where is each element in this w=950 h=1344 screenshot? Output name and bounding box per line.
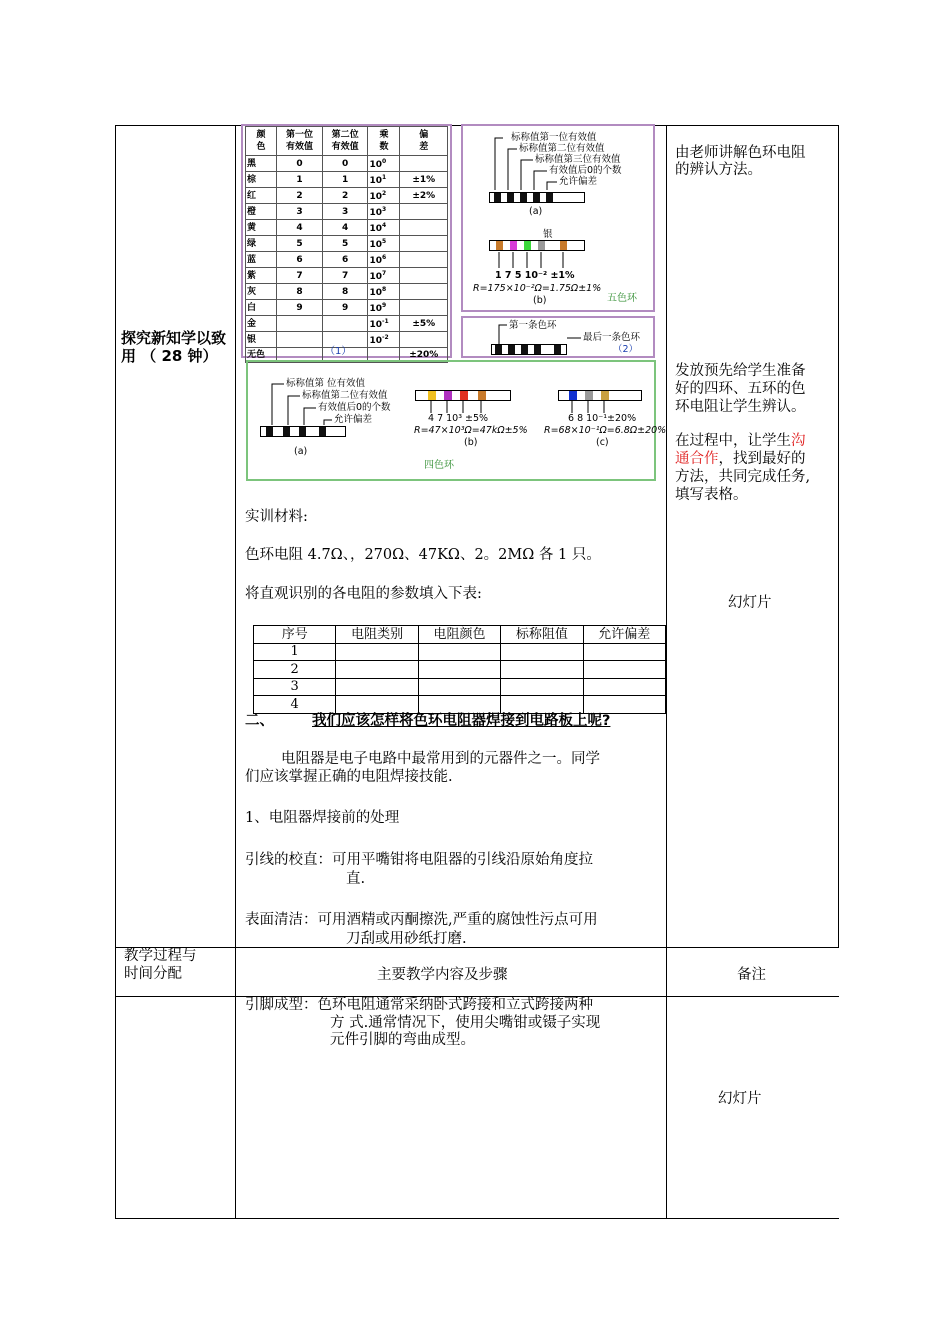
color-table-cell: 2: [322, 188, 368, 204]
section-title: 探究新知学以致 用 （ 28 钟）: [121, 329, 227, 365]
note3-line3: 方法，共同完成任务,: [675, 469, 811, 485]
table-cell[interactable]: [583, 696, 665, 714]
row-index: 4: [254, 696, 336, 714]
table-cell[interactable]: [336, 678, 418, 696]
header-col2: 主要教学内容及步骤: [377, 967, 508, 983]
ring-last-label: 最后一条色环: [583, 332, 641, 343]
color-table-row: [246, 220, 448, 236]
multiplier-cell: $10^7$: [368, 268, 400, 284]
four-ring-fig-a: (a): [294, 446, 308, 457]
four-ring-c-formula: R=68×10⁻¹Ω=6.8Ω±20%: [544, 425, 667, 436]
color-table-cell: 白: [246, 300, 277, 316]
color-table-cell: 棕: [246, 172, 277, 188]
color-table-header-cell: 第一位 有效值: [277, 127, 323, 156]
five-ring-label-1: 标称值第一位有效值: [511, 132, 597, 143]
five-ring-title: 五色环: [607, 293, 637, 304]
color-table-row: [246, 236, 448, 252]
color-code-table: [245, 126, 448, 363]
color-table-cell: 绿: [246, 236, 277, 252]
color-table-header-cell: 颜 色: [246, 127, 277, 156]
table-cell[interactable]: [418, 678, 500, 696]
color-table-cell: 3: [322, 204, 368, 220]
color-table-cell: [400, 220, 448, 236]
table-cell[interactable]: [583, 678, 665, 696]
four-ring-label-3: 有效值后0的个数: [318, 402, 391, 413]
color-table-cell: 9: [322, 300, 368, 316]
five-ring-fig-b: (b): [533, 295, 547, 306]
five-ring-silver-label: 银: [543, 229, 553, 240]
color-table-cell: 黑: [246, 156, 277, 172]
color-table-cell: [400, 268, 448, 284]
color-table-cell: 紫: [246, 268, 277, 284]
table-border-left: [115, 125, 116, 1219]
clean-line1: 表面清洁：可用酒精或丙酮擦洗,严重的腐蚀性污点可用: [245, 912, 598, 928]
color-table-cell: 1: [322, 172, 368, 188]
note3-line2: [675, 450, 806, 468]
col-header-color: 电阻颜色: [418, 626, 500, 644]
table-row: [254, 696, 666, 714]
five-ring-formula: R=175×10⁻²Ω=1.75Ω±1%: [473, 283, 602, 294]
color-table-cell: 橙: [246, 204, 277, 220]
table-divider-1: [235, 125, 236, 1219]
color-table-row: [246, 204, 448, 220]
color-table-cell: 0: [322, 156, 368, 172]
color-table-cell: 6: [277, 252, 323, 268]
five-ring-label-2: 标称值第二位有效值: [519, 143, 605, 154]
five-ring-label-5: 允许偏差: [559, 176, 598, 187]
multiplier-cell: $10^8$: [368, 284, 400, 300]
color-table-cell: 6: [322, 252, 368, 268]
note3-line4: 填写表格。: [675, 487, 748, 503]
color-table-cell: 灰: [246, 284, 277, 300]
five-ring-label-4: 有效值后0的个数: [549, 165, 622, 176]
col-header-index: 序号: [254, 626, 336, 644]
color-table-cell: 0: [277, 156, 323, 172]
five-ring-fig-a: (a): [529, 206, 543, 217]
color-table-header: [246, 127, 448, 156]
color-table-cell: 1: [277, 172, 323, 188]
straighten-line2: 直.: [346, 871, 366, 887]
slides-note-2: 幻灯片: [718, 1091, 762, 1107]
color-code-figure: [241, 124, 452, 358]
lead-line1: 引脚成型：色环电阻通常采纳卧式跨接和立式跨接两种: [245, 997, 593, 1013]
step1-heading: 1、电阻器焊接前的处理: [245, 810, 400, 826]
color-table-cell: [400, 156, 448, 172]
resistor-fill-table: [253, 625, 666, 714]
color-table-cell: [277, 332, 323, 348]
four-ring-label-4: 允许偏差: [334, 414, 373, 425]
color-table-cell: [400, 252, 448, 268]
figure-caption-1: （1）: [325, 346, 352, 357]
straighten-line1: 引线的校直：可用平嘴钳将电阻器的引线沿原始角度拉: [245, 852, 593, 868]
five-ring-arrows: [463, 250, 653, 272]
multiplier-cell: $10^2$: [368, 188, 400, 204]
multiplier-cell: $10^0$: [368, 156, 400, 172]
color-table-cell: 红: [246, 188, 277, 204]
color-table-cell: [400, 332, 448, 348]
para1-line2: 们应该掌握正确的电阻焊接技能.: [245, 769, 453, 785]
four-ring-c-digits: 6 8 10⁻¹±20%: [568, 413, 637, 424]
color-table-cell: 金: [246, 316, 277, 332]
four-ring-b-formula: R=47×10³Ω=47kΩ±5%: [414, 425, 528, 436]
color-table-cell: 银: [246, 332, 277, 348]
multiplier-cell: $10^4$: [368, 220, 400, 236]
color-table-row: [246, 156, 448, 172]
four-ring-label-2: 标称值第二位有效值: [302, 390, 388, 401]
four-ring-fig-b: (b): [464, 437, 478, 448]
multiplier-cell: $10^1$: [368, 172, 400, 188]
color-table-cell: ±2%: [400, 188, 448, 204]
header-col3: 备注: [737, 967, 766, 983]
lead-line2: 方 式.通常情况下，使用尖嘴钳或镊子实现: [330, 1015, 601, 1031]
five-ring-label-3: 标称值第三位有效值: [535, 154, 621, 165]
color-table-cell: 4: [322, 220, 368, 236]
table-cell[interactable]: [418, 661, 500, 679]
five-ring-figure: [461, 124, 655, 312]
col-header-tolerance: 允许偏差: [583, 626, 665, 644]
color-table-row: [246, 284, 448, 300]
resistor-five-ring-a: [489, 192, 585, 203]
color-table-header-cell: 偏 差: [400, 127, 448, 156]
ring-first-label: 第一条色环: [509, 320, 557, 331]
four-ring-fig-c: (c): [596, 437, 609, 448]
color-table-cell: [400, 204, 448, 220]
table-row: [254, 661, 666, 679]
section-two-number: 二、: [245, 713, 274, 729]
multiplier-cell: $10^3$: [368, 204, 400, 220]
resistor-four-ring-a: [260, 426, 346, 437]
table-cell[interactable]: [418, 643, 500, 661]
note3-line1: [675, 432, 806, 450]
clean-line2: 刀刮或用砂纸打磨.: [346, 931, 467, 947]
color-table-cell: 5: [322, 236, 368, 252]
multiplier-cell: $10^{-1}$: [368, 316, 400, 332]
color-table-cell: 8: [277, 284, 323, 300]
fill-table-header: [254, 626, 666, 644]
note3-red-2: 通合作: [675, 451, 719, 467]
para1-line1: 电阻器是电子电路中最常用到的元器件之一。同学: [281, 751, 600, 767]
color-table-cell: 3: [277, 204, 323, 220]
color-table-cell: [400, 284, 448, 300]
header-col1-line1: 教学过程与: [124, 948, 197, 964]
materials-list: 色环电阻 4.7Ω、，270Ω、47KΩ、2。2MΩ 各 1 只。: [245, 547, 601, 563]
fill-instruction: 将直观识别的各电阻的参数填入下表:: [245, 586, 482, 602]
table-cell[interactable]: [583, 661, 665, 679]
resistor-ring-pos: [491, 344, 567, 355]
table-cell[interactable]: [583, 643, 665, 661]
color-table-row: [246, 300, 448, 316]
row-index: 2: [254, 661, 336, 679]
note1-line2: 的辨认方法。: [675, 162, 762, 178]
color-table-cell: [322, 316, 368, 332]
color-table-row: [246, 268, 448, 284]
multiplier-cell: $10^{-2}$: [368, 332, 400, 348]
table-cell[interactable]: [418, 696, 500, 714]
note2-line3: 环电阻让学生辨认。: [675, 399, 806, 415]
slides-note-1: 幻灯片: [728, 595, 772, 611]
color-table-cell: 无色: [246, 348, 277, 363]
table-border-bottom: [115, 1218, 839, 1219]
table-border-right: [838, 125, 839, 947]
note1-line1: 由老师讲解色环电阻: [675, 145, 806, 161]
note2-line1: 发放预先给学生准备: [675, 363, 806, 379]
color-table-cell: 5: [277, 236, 323, 252]
color-table-row: [246, 172, 448, 188]
section-two-heading: 我们应该怎样将色环电阻器焊接到电路板上呢?: [312, 713, 611, 729]
table-divider-2: [666, 125, 667, 1219]
color-table-row: [246, 252, 448, 268]
color-table-cell: 8: [322, 284, 368, 300]
table-row: [254, 643, 666, 661]
four-ring-title: 四色环: [424, 460, 454, 471]
four-ring-c-arrows: [548, 400, 648, 414]
table-cell[interactable]: [336, 661, 418, 679]
color-table-cell: 2: [277, 188, 323, 204]
four-ring-label-1: 标称值第 位有效值: [286, 378, 366, 389]
figure-caption-2: （2）: [613, 344, 639, 355]
table-cell[interactable]: [501, 643, 583, 661]
color-table-header-cell: 乘 数: [368, 127, 400, 156]
color-table-cell: 9: [277, 300, 323, 316]
multiplier-cell: $10^6$: [368, 252, 400, 268]
color-table-cell: 4: [277, 220, 323, 236]
row-index: 3: [254, 678, 336, 696]
table-cell[interactable]: [501, 661, 583, 679]
multiplier-cell: $10^9$: [368, 300, 400, 316]
color-table-header-cell: 第二位 有效值: [322, 127, 368, 156]
color-table-cell: [400, 300, 448, 316]
color-table-cell: 黄: [246, 220, 277, 236]
color-table-row: [246, 316, 448, 332]
lead-line3: 元件引脚的弯曲成型。: [330, 1032, 475, 1048]
table-row: [254, 678, 666, 696]
col-header-nominal: 标称阻值: [501, 626, 583, 644]
table-cell[interactable]: [501, 696, 583, 714]
four-ring-leader-lines: [248, 362, 388, 432]
color-table-cell: 蓝: [246, 252, 277, 268]
four-ring-b-arrows: [408, 400, 518, 414]
note3-red-1: 沟: [791, 433, 806, 449]
color-table-row: [246, 188, 448, 204]
four-ring-figure: [246, 360, 667, 481]
table-row-line-1: [115, 947, 839, 948]
color-table-cell: 7: [277, 268, 323, 284]
ring-position-figure: [461, 316, 655, 358]
color-table-cell: 7: [322, 268, 368, 284]
row-index: 1: [254, 643, 336, 661]
table-cell[interactable]: [501, 678, 583, 696]
table-cell[interactable]: [336, 643, 418, 661]
multiplier-cell: $10^5$: [368, 236, 400, 252]
color-table-cell: ±5%: [400, 316, 448, 332]
five-ring-digits: 1 7 5 10⁻² ±1%: [495, 270, 575, 281]
header-col1-line2: 时间分配: [124, 966, 182, 982]
color-table-cell: ±1%: [400, 172, 448, 188]
color-table-cell: [400, 236, 448, 252]
color-table-cell: ±20%: [400, 348, 448, 363]
col-header-type: 电阻类别: [336, 626, 418, 644]
color-table-cell: [277, 316, 323, 332]
note2-line2: 好的四环、五环的色: [675, 381, 806, 397]
table-cell[interactable]: [336, 696, 418, 714]
note3-post: ，找到最好的: [718, 451, 806, 467]
note3-pre: 在过程中，让学生: [675, 433, 791, 449]
four-ring-b-digits: 4 7 10³ ±5%: [428, 413, 489, 424]
materials-label: 实训材料:: [245, 509, 308, 525]
